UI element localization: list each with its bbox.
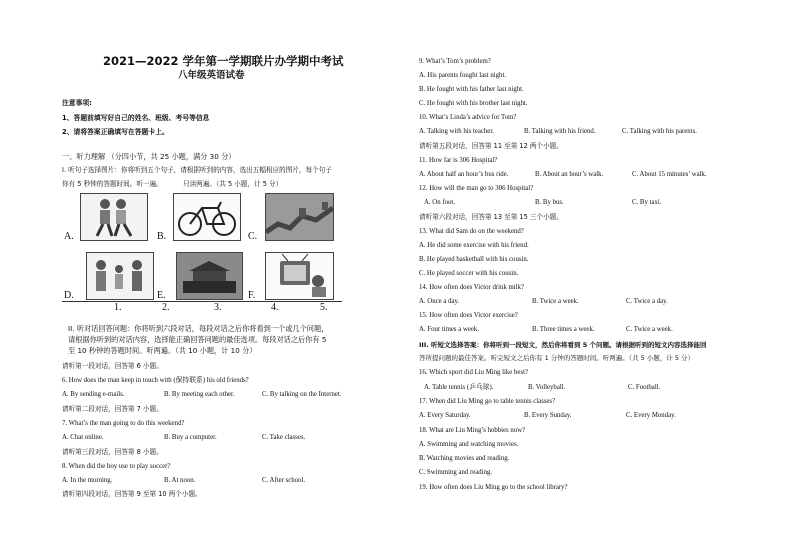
question-7: 7. What’s the man going to do this weekend? — [62, 420, 185, 427]
option-11c[interactable]: C. About 15 minutes’ walk. — [632, 171, 707, 178]
listen-instruction: 请听第五段对话，回答第 11 至第 12 两个小题。 — [419, 142, 563, 150]
option-16b[interactable]: B. Volleyball. — [528, 384, 566, 391]
option-6a[interactable]: A. By sending e-mails. — [62, 391, 125, 398]
option-7b[interactable]: B. Buy a computer. — [164, 434, 217, 441]
option-8c[interactable]: C. After school. — [262, 477, 306, 484]
option-6b[interactable]: B. By meeting each other. — [164, 391, 235, 398]
question-17: 17. When did Liu Ming go to table tennis classes? — [419, 398, 556, 405]
option-6c[interactable]: C. By talking on the Internet. — [262, 391, 342, 398]
option-9c[interactable]: C. He fought with his brother last night. — [419, 100, 528, 107]
picture-label: D. — [64, 290, 74, 301]
option-8a[interactable]: A. In the morning. — [62, 477, 113, 484]
section2-heading: II. 听对话回答问题：你将听到六段对话，每段对话之后你将看到一个或几个问题， — [68, 324, 329, 333]
option-15b[interactable]: B. Three times a week. — [532, 326, 595, 333]
listen-instruction: 请听第一段对话，回答第 6 小题。 — [62, 362, 163, 370]
question-11: 11. How far is 306 Hospital? — [419, 157, 498, 164]
option-10b[interactable]: B. Talking with his friend. — [524, 128, 596, 135]
answer-blank[interactable]: 5. — [320, 302, 328, 313]
answer-blank[interactable]: 1. — [114, 302, 122, 313]
page-subtitle: 八年级英语试卷 — [178, 70, 245, 81]
option-17b[interactable]: B. Every Sunday. — [524, 412, 572, 419]
great-wall-icon — [265, 193, 334, 241]
option-18b[interactable]: B. Watching movies and reading. — [419, 455, 510, 462]
option-16a[interactable]: A. Table tennis (乒乓球). — [424, 384, 494, 391]
tiananmen-icon — [176, 252, 243, 300]
option-12c[interactable]: C. By taxi. — [632, 199, 662, 206]
option-16c[interactable]: C. Football. — [628, 384, 661, 391]
notes-heading: 注意事项: — [62, 99, 92, 107]
option-15c[interactable]: C. Twice a week. — [626, 326, 673, 333]
question-15: 15. How often does Victor exercise? — [419, 312, 518, 319]
answer-blank[interactable]: 3. — [214, 302, 222, 313]
question-18: 18. What are Liu Ming’s hobbies now? — [419, 427, 526, 434]
section3-heading: 答所提问题的最佳答案。听完短文之后你有 1 分钟的答题时间。听两遍。（共 5 小题，计 5 分） — [419, 354, 695, 362]
picture-label: F. — [248, 290, 256, 301]
family-shopping-icon — [86, 252, 154, 300]
option-10c[interactable]: C. Talking with his parents. — [622, 128, 697, 135]
option-13a[interactable]: A. He did some exercise with his friend. — [419, 242, 529, 249]
option-13b[interactable]: B. He played basketball with his cousin. — [419, 256, 529, 263]
bicycle-icon — [173, 193, 241, 241]
option-8b[interactable]: B. At noon. — [164, 477, 196, 484]
listen-instruction: 请听第四段对话，回答第 9 至第 10 两个小题。 — [62, 490, 202, 498]
option-14c[interactable]: C. Twice a day. — [626, 298, 668, 305]
picture-label: A. — [64, 231, 74, 242]
question-13: 13. What did Sam do on the weekend? — [419, 228, 524, 235]
question-14: 14. How often does Victor drink milk? — [419, 284, 524, 291]
question-12: 12. How will the man go to 306 Hospital? — [419, 185, 534, 192]
picture-label: C. — [248, 231, 258, 242]
listen-instruction: 请听第二段对话，回答第 7 小题。 — [62, 405, 163, 413]
section2-heading: 至 10 秒钟的答题时间。听两遍。（共 10 小题，计 10 分） — [68, 346, 257, 355]
question-8: 8. When did the boy use to play soccer? — [62, 463, 171, 470]
section3-heading: III. 听短文选择答案：你将听到一段短文，然后你将看到 5 个问题。请根据听到的短文内容选择能回 — [419, 341, 707, 349]
option-15a[interactable]: A. Four times a week. — [419, 326, 480, 333]
television-icon — [265, 252, 334, 300]
option-12a[interactable]: A. On foot. — [424, 199, 455, 206]
part1-instruction-2: 只读两遍。（共 5 小题，计 5 分） — [183, 180, 283, 188]
option-12b[interactable]: B. By bus. — [535, 199, 564, 206]
option-9a[interactable]: A. His parents fought last night. — [419, 72, 507, 79]
option-13c[interactable]: C. He played soccer with his cousin. — [419, 270, 519, 277]
question-10: 10. What’s Linda’s advice for Tom? — [419, 114, 517, 121]
answer-blank[interactable]: 4. — [271, 302, 279, 313]
option-17a[interactable]: A. Every Saturday. — [419, 412, 471, 419]
option-7a[interactable]: A. Chat online. — [62, 434, 104, 441]
answer-blanks — [62, 301, 342, 314]
note-item: 2、请将答案正确填写在答题卡上。 — [62, 128, 169, 136]
listen-instruction: 请听第六段对话，回答第 13 至第 15 三个小题。 — [419, 213, 563, 221]
picture-label: B. — [157, 231, 167, 242]
option-18c[interactable]: C. Swimming and reading. — [419, 469, 493, 476]
option-11a[interactable]: A. About half an hour’s bus ride. — [419, 171, 509, 178]
part1-instruction: I. 听句子选择图片：你将听到五个句子，请根据听到的内容，选出五幅相应的图片，每个句子 — [62, 166, 332, 174]
section1-heading: 一、听力理解 （分四小节，共 25 小题，满分 30 分） — [62, 152, 236, 161]
question-16: 16. Which sport did Liu Ming like best? — [419, 369, 528, 376]
children-running-icon — [80, 193, 148, 241]
question-6: 6. How does the man keep in touch with (保持联系) his old friends? — [62, 377, 249, 384]
option-10a[interactable]: A. Talking with his teacher. — [419, 128, 494, 135]
note-item: 1、答题前填写好自己的姓名、班级、考号等信息 — [62, 114, 210, 122]
page-title: 2021—2022 学年第一学期联片办学期中考试 — [103, 54, 344, 68]
option-18a[interactable]: A. Swimming and watching movies. — [419, 441, 519, 448]
option-14a[interactable]: A. Once a day. — [419, 298, 460, 305]
question-9: 9. What’s Tom’s problem? — [419, 58, 491, 65]
option-11b[interactable]: B. About an hour’s walk. — [535, 171, 604, 178]
listen-instruction: 请听第三段对话，回答第 8 小题。 — [62, 448, 163, 456]
option-17c[interactable]: C. Every Monday. — [626, 412, 676, 419]
option-9b[interactable]: B. He fought with his father last night. — [419, 86, 524, 93]
picture-label: E. — [157, 290, 166, 301]
question-19: 19. How often does Liu Ming go to the school library? — [419, 484, 568, 491]
answer-blank[interactable]: 2. — [162, 302, 170, 313]
option-14b[interactable]: B. Twice a week. — [532, 298, 579, 305]
part1-instruction-pre: 你有 5 秒钟的答题时间。听一遍。 — [62, 180, 163, 188]
option-7c[interactable]: C. Take classes. — [262, 434, 306, 441]
section2-heading: 请根据你听到的对话内容，选择能正确回答问题的最佳选项。每段对话之后你有 5 — [68, 335, 327, 344]
